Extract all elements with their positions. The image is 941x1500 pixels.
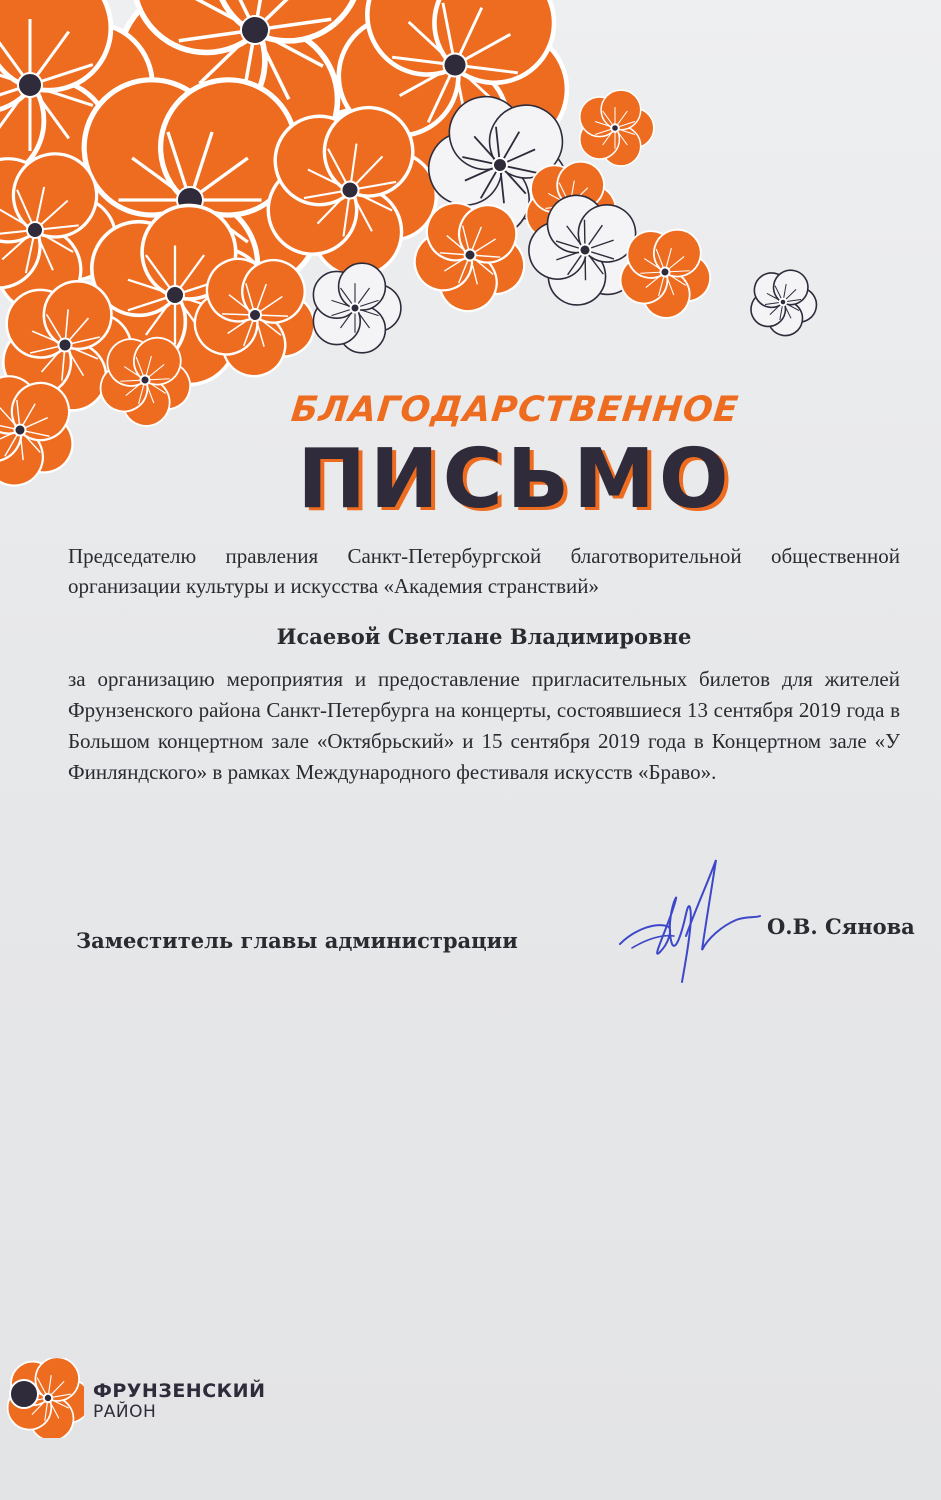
gratitude-reason: за организацию мероприятия и предоставление пригласительных билетов для жителей Фрунзенского района Санкт-Петербурга на концерты, состоявшиеся 13 сентября 2019 года в Большом концертном зале «Октябрьский» и 15 сентября 2019 года в Концертном зале «У Финляндского» в рамках Международного фестиваля искусств «Браво». <box>68 667 900 784</box>
logo-navy-petal <box>10 1380 38 1408</box>
decor-flower <box>313 263 401 353</box>
signatory-name: О.В. Сянова <box>767 914 915 939</box>
decor-flower <box>580 90 654 166</box>
recipient-name: Исаевой Светлане Владимировне <box>276 624 692 649</box>
flower-logo-icon <box>4 1358 84 1438</box>
recipient-organization: Председателю правления Санкт-Петербургской благотворительной общественной организации культуры и искусства «Академия странствий» <box>68 544 900 598</box>
heading-main-line: ПИСЬМО <box>297 432 733 527</box>
signature-icon <box>612 852 762 997</box>
district-logo-line1: ФРУНЗЕНСКИЙ <box>93 1380 266 1402</box>
district-logo-text <box>93 1380 265 1422</box>
signatory-position: Заместитель главы администрации <box>76 928 518 953</box>
decor-flower <box>747 264 822 340</box>
heading-top-line: БЛАГОДАРСТВЕННОЕ <box>289 390 741 430</box>
district-logo-line2: РАЙОН <box>93 1402 157 1422</box>
